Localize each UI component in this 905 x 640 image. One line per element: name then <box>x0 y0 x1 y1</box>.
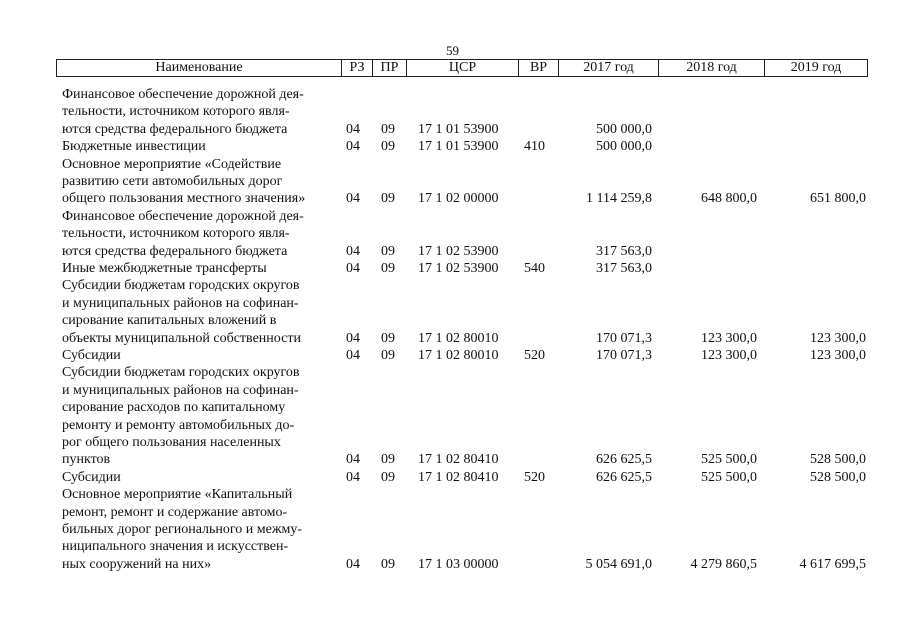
cell-rz: 04 <box>346 469 360 485</box>
row-name-line: и муниципальных районов на софинан- <box>62 295 299 311</box>
header-rz: РЗ <box>341 60 372 76</box>
header-2017: 2017 год <box>558 60 658 76</box>
header-2019: 2019 год <box>764 60 867 76</box>
cell-csr: 17 1 02 80010 <box>418 348 499 363</box>
cell-y2018: 4 279 860,5 <box>690 556 757 572</box>
cell-csr: 17 1 01 53900 <box>418 139 499 155</box>
row-name-line: сирование расходов по капитальному <box>62 400 286 416</box>
cell-pr: 09 <box>381 121 395 137</box>
cell-y2019: 528 500,0 <box>810 469 866 485</box>
cell-y2019: 528 500,0 <box>810 452 866 468</box>
cell-y2018: 525 500,0 <box>701 452 757 468</box>
cell-y2019: 651 800,0 <box>810 191 866 207</box>
cell-pr: 09 <box>381 469 395 485</box>
cell-vr: 410 <box>524 139 545 155</box>
cell-pr: 09 <box>381 452 395 468</box>
cell-rz: 04 <box>346 121 360 137</box>
row-name-line: пунктов <box>62 452 111 468</box>
cell-y2017: 170 071,3 <box>596 348 652 363</box>
cell-y2017: 500 000,0 <box>596 139 652 155</box>
row-name-line: Субсидии <box>62 348 121 363</box>
row-name-line: тельности, источником которого явля- <box>62 104 290 120</box>
cell-y2017: 500 000,0 <box>596 121 652 137</box>
header-name: Наименование <box>155 60 243 75</box>
row-name-line: сирование капитальных вложений в <box>62 313 277 329</box>
row-name-line: ются средства федерального бюджета <box>62 243 288 259</box>
cell-pr: 09 <box>381 261 395 276</box>
cell-csr: 17 1 02 53900 <box>418 261 499 276</box>
cell-rz: 04 <box>346 330 360 346</box>
cell-rz: 04 <box>346 261 360 276</box>
cell-y2018: 525 500,0 <box>701 469 757 485</box>
cell-vr: 520 <box>524 469 545 485</box>
cell-y2017: 1 114 259,8 <box>586 191 652 207</box>
table-header <box>56 59 868 77</box>
cell-y2017: 626 625,5 <box>596 469 652 485</box>
cell-vr: 520 <box>524 348 545 363</box>
row-name-line: ремонту и ремонту автомобильных до- <box>62 417 295 433</box>
cell-rz: 04 <box>346 243 360 259</box>
row-name-line: Субсидии <box>62 469 121 485</box>
cell-csr: 17 1 01 53900 <box>418 121 499 137</box>
cell-rz: 04 <box>346 348 360 363</box>
cell-y2017: 626 625,5 <box>596 452 652 468</box>
row-name-line: и муниципальных районов на софинан- <box>62 382 299 398</box>
row-name-line: Финансовое обеспечение дорожной дея- <box>62 87 304 102</box>
cell-y2018: 648 800,0 <box>701 191 757 207</box>
header-csr: ЦСР <box>406 60 518 76</box>
row-name-line: ных сооружений на них» <box>62 556 212 572</box>
row-name-line: Основное мероприятие «Содействие <box>62 156 282 172</box>
cell-pr: 09 <box>381 556 395 572</box>
cell-y2018: 123 300,0 <box>701 330 757 346</box>
cell-y2017: 5 054 691,0 <box>585 556 652 572</box>
cell-rz: 04 <box>346 556 360 572</box>
cell-rz: 04 <box>346 139 360 155</box>
cell-pr: 09 <box>381 191 395 207</box>
cell-y2017: 317 563,0 <box>596 261 652 276</box>
cell-y2019: 123 300,0 <box>810 348 866 363</box>
cell-pr: 09 <box>381 243 395 259</box>
row-name-line: ниципального значения и искусствен- <box>62 539 289 555</box>
cell-y2018: 123 300,0 <box>701 348 757 363</box>
header-vr: ВР <box>518 60 558 76</box>
row-name-line: ются средства федерального бюджета <box>62 121 288 137</box>
row-name-line: бильных дорог регионального и межму- <box>62 522 303 537</box>
row-name-line: тельности, источником которого явля- <box>62 226 290 242</box>
cell-csr: 17 1 02 80010 <box>418 330 499 346</box>
row-name-line: Основное мероприятие «Капитальный <box>62 487 293 503</box>
row-name-line: рог общего пользования населенных <box>62 435 281 450</box>
header-2018: 2018 год <box>658 60 764 76</box>
cell-pr: 09 <box>381 330 395 346</box>
cell-rz: 04 <box>346 452 360 468</box>
row-name-line: Иные межбюджетные трансферты <box>62 261 267 276</box>
header-pr: ПР <box>372 60 406 76</box>
cell-y2017: 170 071,3 <box>596 330 652 346</box>
row-name-line: ремонт, ремонт и содержание автомо- <box>62 504 288 520</box>
cell-rz: 04 <box>346 191 360 207</box>
cell-csr: 17 1 02 80410 <box>418 469 499 485</box>
cell-csr: 17 1 02 80410 <box>418 452 499 468</box>
row-name-line: Субсидии бюджетам городских округов <box>62 278 300 294</box>
cell-vr: 540 <box>524 261 545 276</box>
cell-y2017: 317 563,0 <box>596 243 652 259</box>
row-name-line: общего пользования местного значения» <box>62 191 306 207</box>
cell-csr: 17 1 02 00000 <box>418 191 499 207</box>
cell-y2019: 123 300,0 <box>810 330 866 346</box>
row-name-line: объекты муниципальной собственности <box>62 330 301 346</box>
cell-csr: 17 1 02 53900 <box>418 243 499 259</box>
row-name-line: Бюджетные инвестиции <box>62 139 206 155</box>
row-name-line: Финансовое обеспечение дорожной дея- <box>62 208 304 224</box>
cell-csr: 17 1 03 00000 <box>418 556 499 572</box>
row-name-line: Субсидии бюджетам городских округов <box>62 365 300 381</box>
page-number: 59 <box>446 43 459 58</box>
cell-y2019: 4 617 699,5 <box>799 556 866 572</box>
row-name-line: развитию сети автомобильных дорог <box>62 174 283 189</box>
cell-pr: 09 <box>381 139 395 155</box>
cell-pr: 09 <box>381 348 395 363</box>
